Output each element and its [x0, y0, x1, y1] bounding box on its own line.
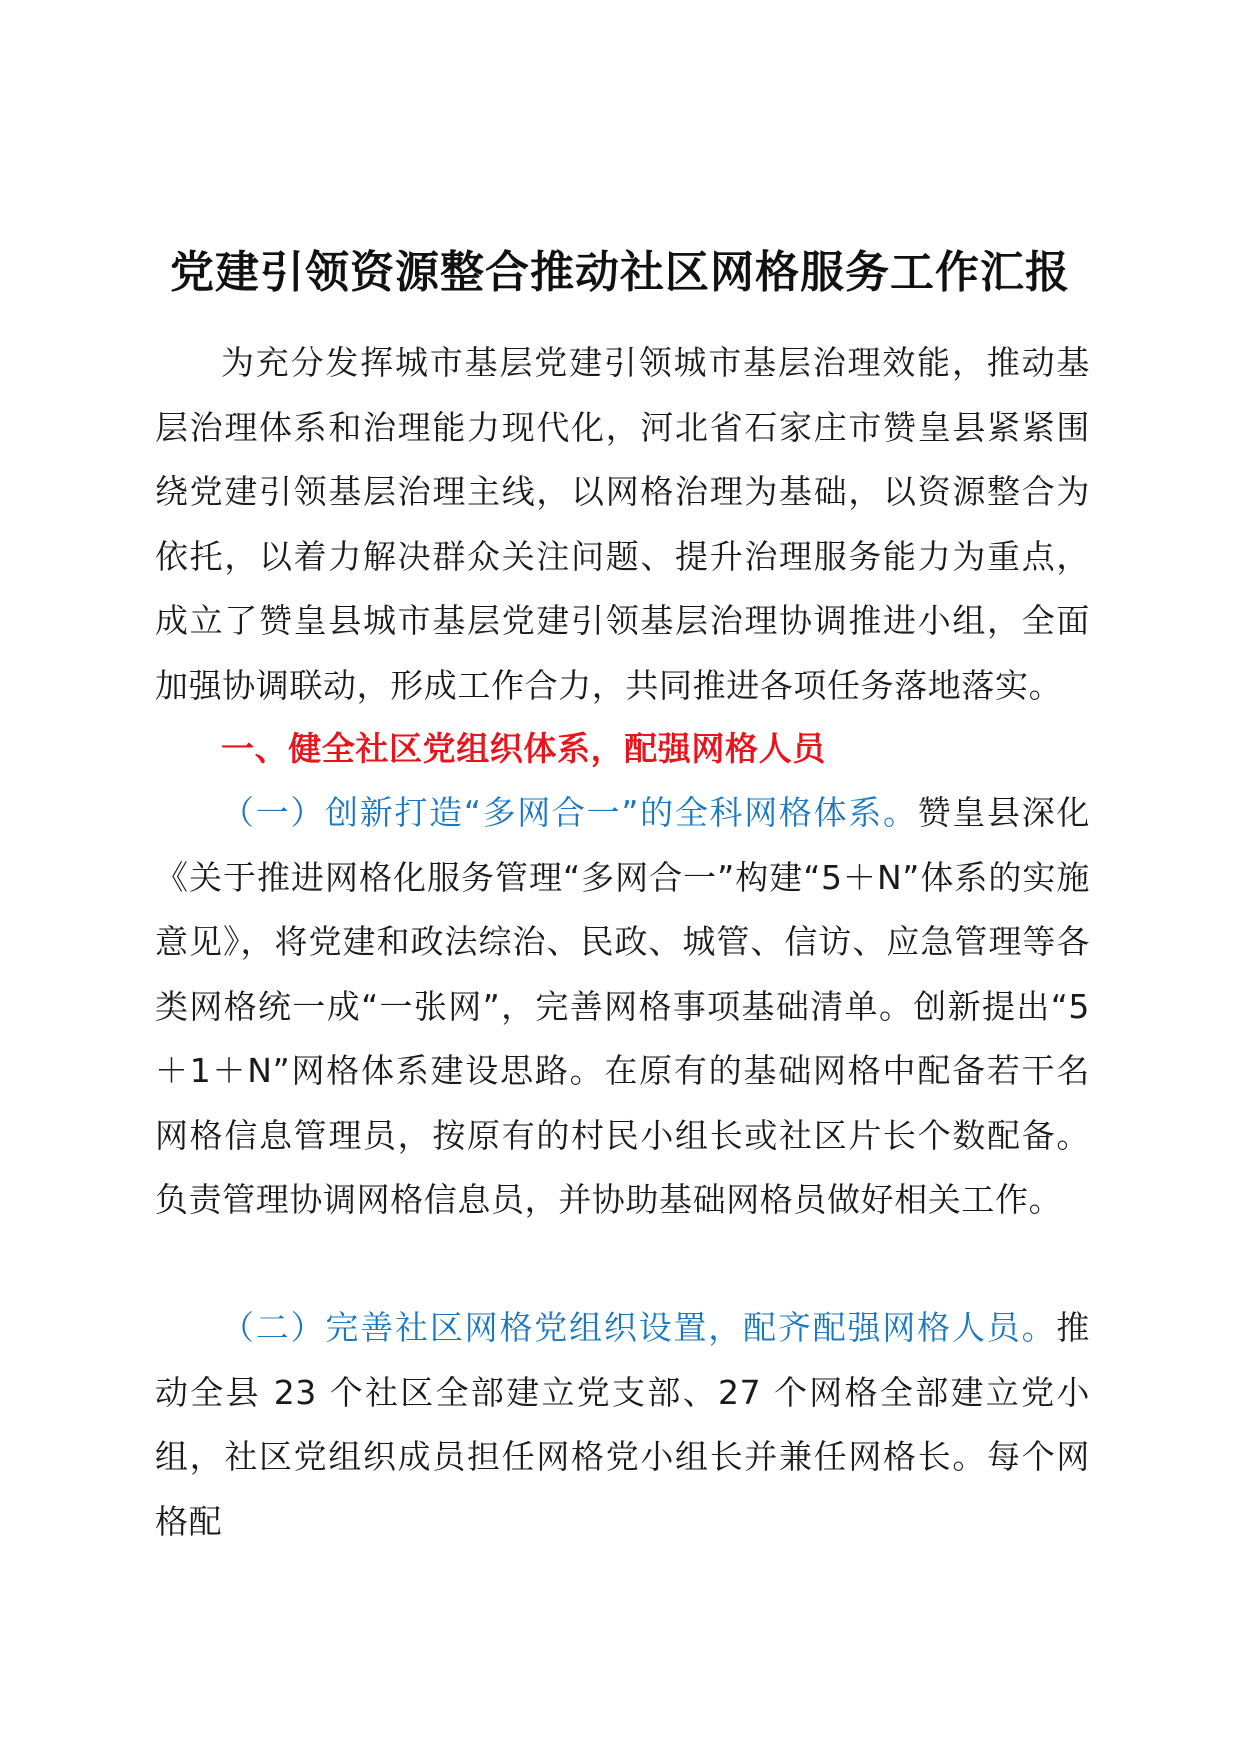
subsection-1-heading: （一）创新打造“多网合一”的全科网格体系。 — [221, 793, 918, 832]
document-title: 党建引领资源整合推动社区网格服务工作汇报 — [170, 247, 1070, 298]
subsection-1-paragraph — [155, 781, 1090, 1233]
subsection-2-paragraph — [155, 1296, 1090, 1554]
subsection-2-heading: （二）完善社区网格党组织设置，配齐配强网格人员。 — [221, 1308, 1057, 1347]
section-1-heading: 一、健全社区党组织体系，配强网格人员 — [221, 729, 826, 768]
subsection-2-body: 推动全县 23 个社区全部建立党支部、27 个网格全部建立党小组，社区党组织成员担任网格党小组长并兼任网格长。每个网格配 — [155, 1308, 1090, 1541]
intro-paragraph: 为充分发挥城市基层党建引领城市基层治理效能，推动基层治理体系和治理能力现代化，河北省石家庄市赞皇县紧紧围绕党建引领基层治理主线，以网格治理为基础，以资源整合为依托，以着力解决群众关注问题、提升治理服务能力为重点，成立了赞皇县城市基层党建引领基层治理协调推进小组，全面加强协调联动，形成工作合力，共同推进各项任务落地落实。 — [155, 343, 1090, 705]
subsection-1-body: 赞皇县深化《关于推进网格化服务管理“多网合一”构建“5＋N”体系的实施意见》，将党建和政法综治、民政、城管、信访、应急管理等各类网格统一成“一张网”，完善网格事项基础清单。创新提出“5＋1＋N”网格体系建设思路。在原有的基础网格中配备若干名网格信息管理员，按原有的村民小组长或社区片长个数配备。负责管理协调网格信息员，并协助基础网格员做好相关工作。 — [155, 793, 1091, 1219]
